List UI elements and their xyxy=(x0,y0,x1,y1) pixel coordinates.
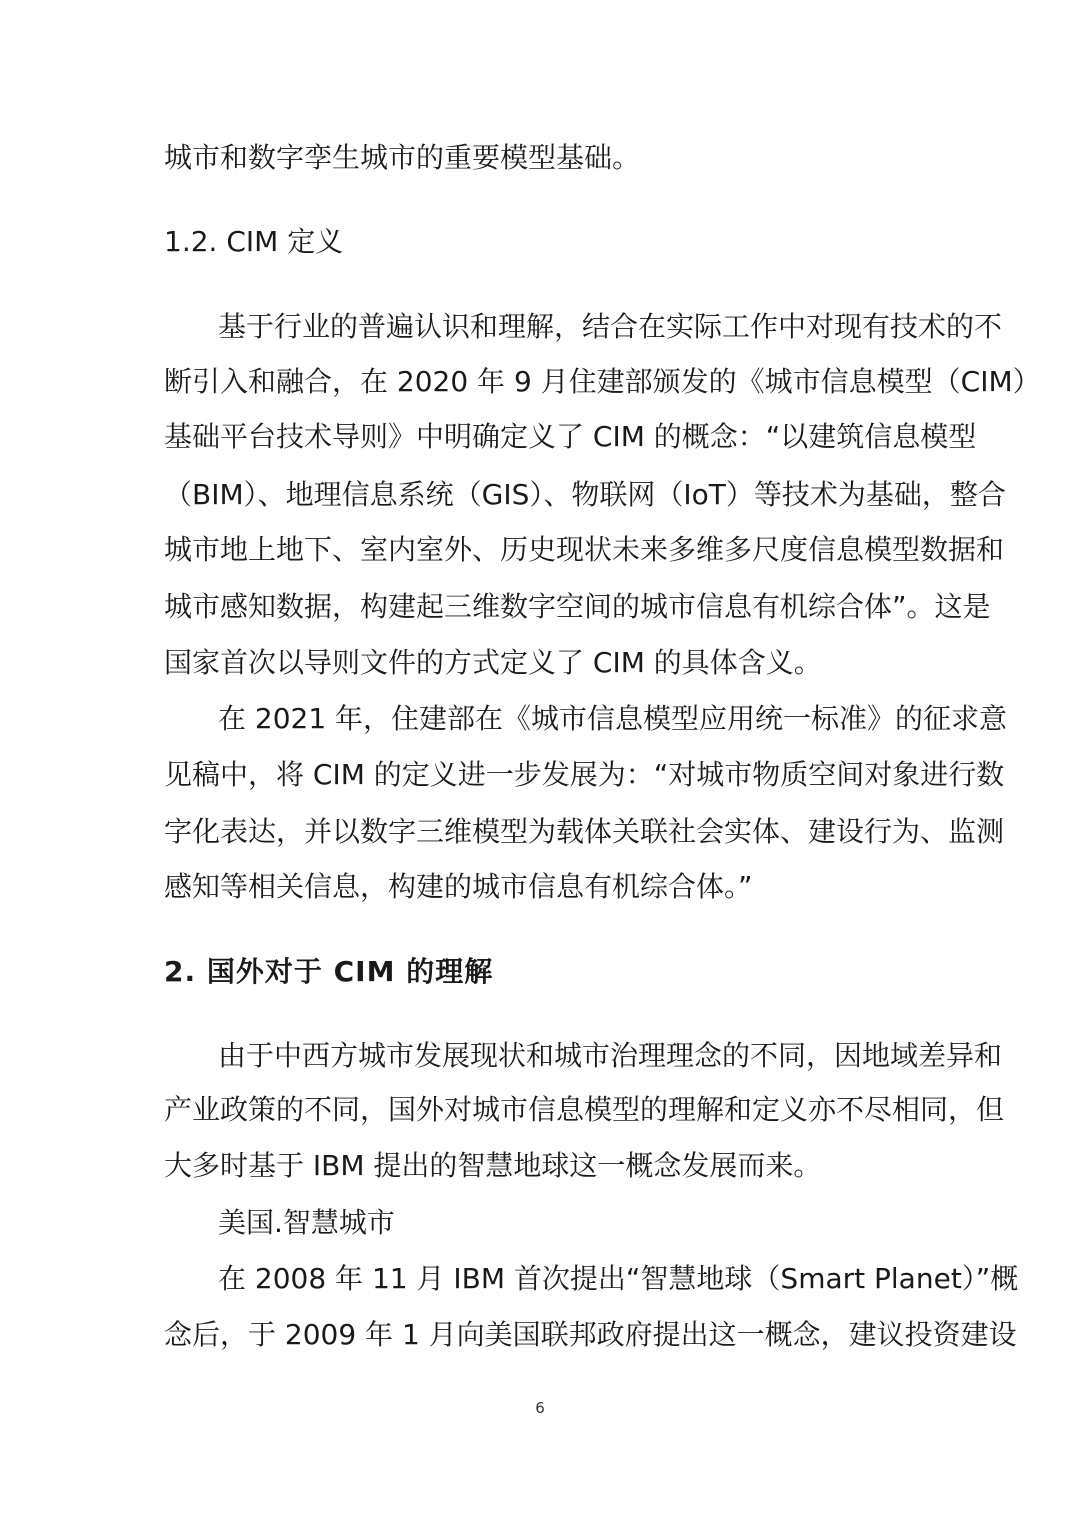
paragraph-line: 产业政策的不同，国外对城市信息模型的理解和定义亦不尽相同，但 xyxy=(164,1093,1005,1126)
paragraph-line: 大多时基于 IBM 提出的智慧地球这一概念发展而来。 xyxy=(164,1149,822,1182)
paragraph-line: 字化表达，并以数字三维模型为载体关联社会实体、建设行为、监测 xyxy=(164,815,1005,848)
paragraph-line: 念后，于 2009 年 1 月向美国联邦政府提出这一概念，建议投资建设 xyxy=(164,1318,1017,1351)
paragraph-line: 断引入和融合，在 2020 年 9 月住建部颁发的《城市信息模型（CIM） xyxy=(164,365,1041,398)
subsection-label-us-smart-city: 美国.智慧城市 xyxy=(218,1206,395,1239)
paragraph-line: 城市地上地下、室内室外、历史现状未来多维多尺度信息模型数据和 xyxy=(164,533,1005,566)
paragraph-line: 国家首次以导则文件的方式定义了 CIM 的具体含义。 xyxy=(164,646,822,679)
paragraph-line: 由于中西方城市发展现状和城市治理理念的不同，因地域差异和 xyxy=(218,1039,1003,1072)
paragraph-line: 在 2021 年，住建部在《城市信息模型应用统一标准》的征求意 xyxy=(218,702,1008,735)
paragraph-line: 基于行业的普遍认识和理解，结合在实际工作中对现有技术的不 xyxy=(218,310,1003,343)
paragraph-line: 城市和数字孪生城市的重要模型基础。 xyxy=(164,141,641,174)
page-number: 6 xyxy=(535,1399,545,1417)
section-heading-2: 2. 国外对于 CIM 的理解 xyxy=(164,955,494,988)
paragraph-line: （BIM）、地理信息系统（GIS）、物联网（IoT）等技术为基础，整合 xyxy=(164,478,1006,511)
paragraph-line: 在 2008 年 11 月 IBM 首次提出“智慧地球（Smart Planet）”概 xyxy=(218,1262,1019,1295)
paragraph-line: 见稿中，将 CIM 的定义进一步发展为：“对城市物质空间对象进行数 xyxy=(164,758,1005,791)
paragraph-line: 感知等相关信息，构建的城市信息有机综合体。” xyxy=(164,870,753,903)
paragraph-line: 基础平台技术导则》中明确定义了 CIM 的概念：“以建筑信息模型 xyxy=(164,420,977,453)
paragraph-line: 城市感知数据，构建起三维数字空间的城市信息有机综合体”。这是 xyxy=(164,590,991,623)
section-heading-1-2: 1.2. CIM 定义 xyxy=(164,225,344,258)
